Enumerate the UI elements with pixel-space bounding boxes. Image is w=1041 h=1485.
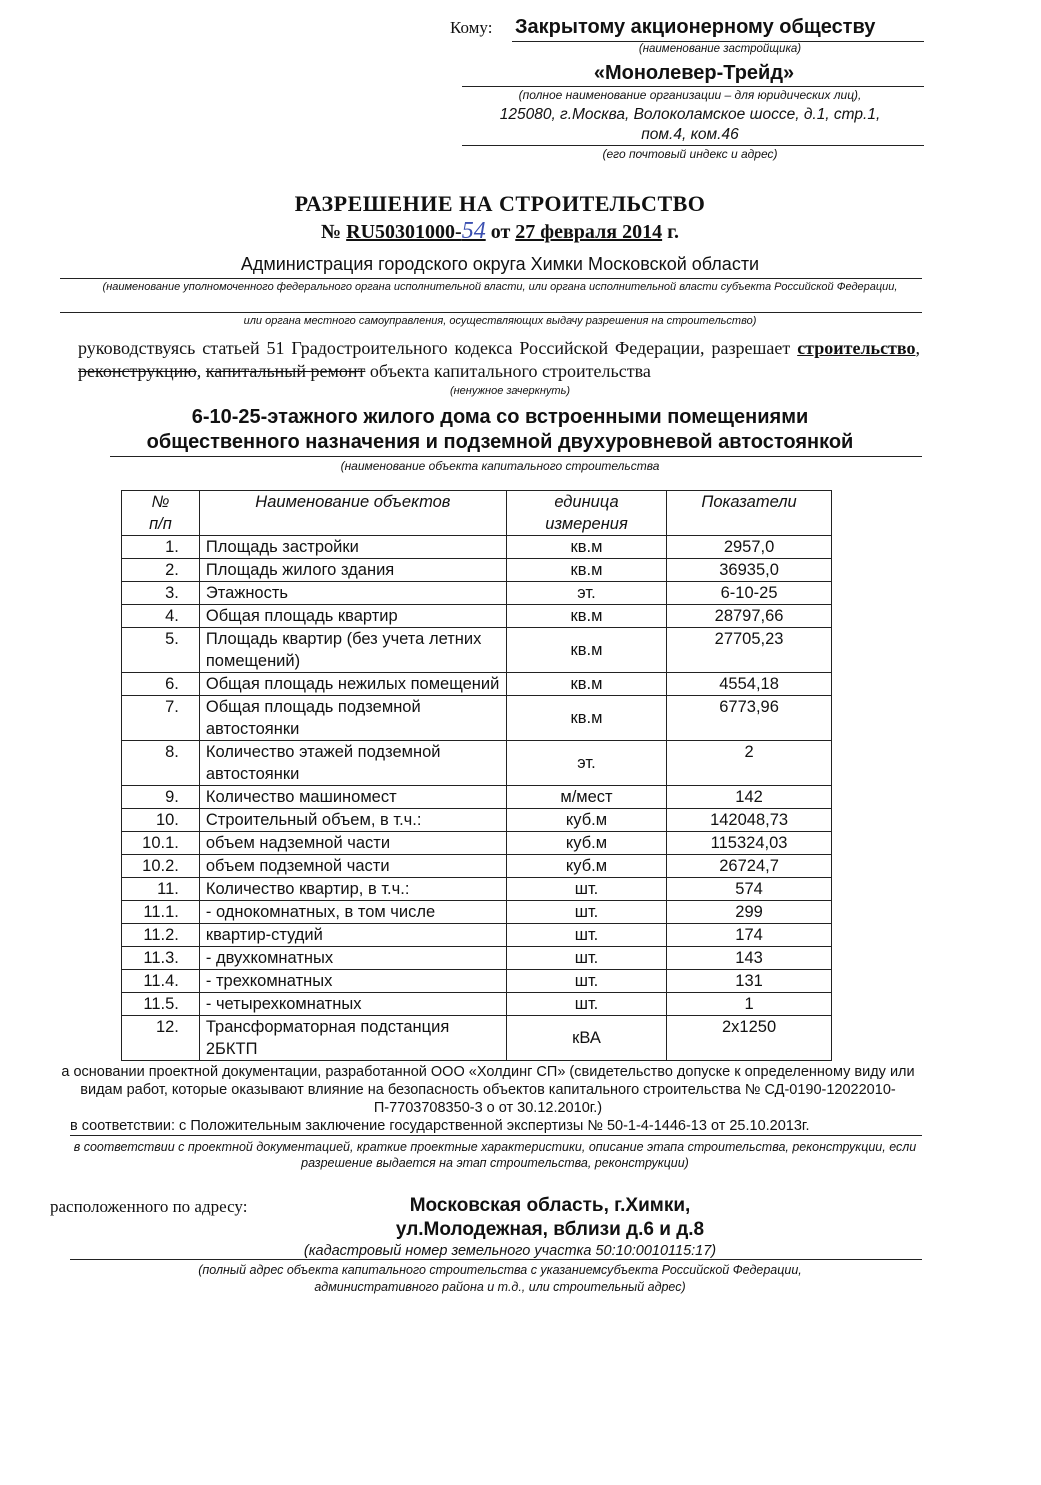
row-value: 4554,18	[667, 673, 832, 696]
row-number: 3.	[122, 582, 200, 605]
row-number: 6.	[122, 673, 200, 696]
row-unit: кв.м	[506, 696, 666, 741]
header-unit: единица измерения	[506, 491, 666, 536]
row-name: Трансформаторная подстанция 2БКТП	[199, 1016, 506, 1061]
table-row	[122, 924, 832, 947]
row-number: 10.	[122, 809, 200, 832]
header-num: № п/п	[122, 491, 200, 536]
table-header-row	[122, 491, 832, 536]
table-row	[122, 855, 832, 878]
divider	[512, 41, 924, 42]
row-number: 11.5.	[122, 993, 200, 1016]
row-number: 1.	[122, 536, 200, 559]
row-unit: шт.	[506, 901, 666, 924]
row-number: 11.3.	[122, 947, 200, 970]
hint-authority-2: или органа местного самоуправления, осуществляющих выдачу разрешения на строительство)	[243, 315, 757, 327]
row-value: 6-10-25	[667, 582, 832, 605]
basis-text: а основании проектной документации, разработанной ООО «Холдинг СП» (свидетельство допуске к определенному виду или видам работ, которые оказывают влияние на безопасность объектов капитального строительства № СД-0190-12022010-П-7703708350-3 о от 30.12.2010г.)	[61, 1064, 915, 1116]
table-row	[122, 947, 832, 970]
table-row	[122, 673, 832, 696]
row-number: 11.2.	[122, 924, 200, 947]
row-unit: кв.м	[506, 628, 666, 673]
hint-developer: (наименование застройщика)	[638, 43, 802, 55]
recipient-address-line1: 125080, г.Москва, Волоколамское шоссе, д.1, стр.1,	[499, 106, 881, 123]
hint-authority-1: (наименование уполномоченного федерального органа исполнительной власти, или органа исполнительной власти субъекта Российской Федерации,	[102, 281, 898, 293]
row-unit: кв.м	[506, 536, 666, 559]
header-name: Наименование объектов	[199, 491, 506, 536]
hint-conformity: в соответствии с проектной документацией, краткие проектные характеристики, описание этапа строительства, реконструкции, если разрешение выдается на этап строительства, реконструкции)	[73, 1140, 917, 1170]
guidance-paragraph: руководствуясь статьей 51 Градостроительного кодекса Российской Федерации, разрешает строительство, реконструкцию, капитальный ремонт объекта капитального строительства	[78, 338, 920, 381]
row-name: Строительный объем, в т.ч.:	[199, 809, 506, 832]
hint-org: (полное наименование организации – для юридических лиц),	[518, 88, 862, 102]
table-row	[122, 970, 832, 993]
row-unit: кВА	[506, 1016, 666, 1061]
row-number: 11.4.	[122, 970, 200, 993]
row-unit: кв.м	[506, 605, 666, 628]
row-unit: шт.	[506, 947, 666, 970]
row-number: 5.	[122, 628, 200, 673]
row-name: Площадь жилого здания	[199, 559, 506, 582]
row-value: 115324,03	[667, 832, 832, 855]
row-name: Этажность	[199, 582, 506, 605]
hint-full-address: (полный адрес объекта капитального строительства с указаниемсубъекта Российской Федерации, административного района и т.д., или строительный адрес)	[198, 1263, 802, 1294]
object-name-line1: 6-10-25-этажного жилого дома со встроенными помещениями	[191, 406, 809, 428]
number-prefix: №	[321, 221, 342, 243]
row-value: 28797,66	[667, 605, 832, 628]
row-value: 143	[667, 947, 832, 970]
row-number: 10.1.	[122, 832, 200, 855]
number-date-prefix: от	[490, 221, 511, 243]
table-row	[122, 536, 832, 559]
option-repair: капитальный ремонт	[205, 361, 366, 381]
object-address-line2: ул.Молодежная, вблизи д.6 и д.8	[395, 1219, 705, 1240]
handwritten-number: 54	[461, 218, 486, 244]
table-row	[122, 832, 832, 855]
table-row	[122, 786, 832, 809]
recipient-org-name: «Монолевер-Трейд»	[593, 62, 795, 84]
row-name: Количество этажей подземной автостоянки	[199, 741, 506, 786]
row-unit: эт.	[506, 741, 666, 786]
option-construction: строительство	[797, 338, 916, 358]
table-row	[122, 582, 832, 605]
hint-address: (его почтовый индекс и адрес)	[602, 147, 778, 161]
row-name: квартир-студий	[199, 924, 506, 947]
object-name-line2: общественного назначения и подземной двухуровневой автостоянкой	[146, 431, 854, 453]
row-value: 26724,7	[667, 855, 832, 878]
row-number: 4.	[122, 605, 200, 628]
row-number: 2.	[122, 559, 200, 582]
document-title: РАЗРЕШЕНИЕ НА СТРОИТЕЛЬСТВО	[294, 191, 706, 216]
recipient-line1: Закрытому акционерному обществу	[515, 16, 876, 38]
row-value: 2	[667, 741, 832, 786]
row-value: 2957,0	[667, 536, 832, 559]
table-row	[122, 901, 832, 924]
document-number	[0, 218, 1000, 245]
row-unit: кв.м	[506, 673, 666, 696]
address-label: расположенного по адресу:	[50, 1197, 248, 1216]
table-row	[122, 993, 832, 1016]
row-value: 574	[667, 878, 832, 901]
conformity-text: в соответствии: с Положительным заключение государственной экспертизы № 50-1-4-1446-13 от 25.10.2013г.	[70, 1118, 810, 1134]
divider	[60, 312, 922, 313]
divider	[60, 278, 922, 279]
row-value: 2х1250	[667, 1016, 832, 1061]
row-name: Общая площадь нежилых помещений	[199, 673, 506, 696]
row-value: 1	[667, 993, 832, 1016]
row-name: Площадь застройки	[199, 536, 506, 559]
row-number: 12.	[122, 1016, 200, 1061]
option-reconstruction: реконструкцию	[78, 361, 197, 381]
row-name: Количество машиномест	[199, 786, 506, 809]
hint-object: (наименование объекта капитального строительства	[340, 459, 660, 473]
header-value: Показатели	[667, 491, 832, 536]
table-row	[122, 878, 832, 901]
row-name: объем надземной части	[199, 832, 506, 855]
row-unit: куб.м	[506, 855, 666, 878]
row-unit: эт.	[506, 582, 666, 605]
row-unit: куб.м	[506, 832, 666, 855]
row-value: 299	[667, 901, 832, 924]
row-unit: шт.	[506, 970, 666, 993]
table-row	[122, 559, 832, 582]
row-number: 7.	[122, 696, 200, 741]
recipient-address-line2: пом.4, ком.46	[641, 126, 739, 143]
cadastral-number: (кадастровый номер земельного участка 50:10:0010115:17)	[303, 1243, 717, 1259]
divider	[70, 1135, 922, 1136]
row-name: - двухкомнатных	[199, 947, 506, 970]
row-name: Общая площадь квартир	[199, 605, 506, 628]
row-name: Общая площадь подземной автостоянки	[199, 696, 506, 741]
row-name: Площадь квартир (без учета летних помещений)	[199, 628, 506, 673]
hint-strike: (ненужное зачеркнуть)	[449, 385, 571, 397]
table-row	[122, 605, 832, 628]
table-body	[122, 536, 832, 1061]
object-address-line1: Московская область, г.Химки,	[409, 1195, 691, 1216]
row-unit: шт.	[506, 993, 666, 1016]
divider	[462, 145, 924, 146]
row-value: 174	[667, 924, 832, 947]
row-value: 27705,23	[667, 628, 832, 673]
row-value: 6773,96	[667, 696, 832, 741]
row-value: 142048,73	[667, 809, 832, 832]
divider	[462, 86, 924, 87]
row-unit: кв.м	[506, 559, 666, 582]
row-number: 10.2.	[122, 855, 200, 878]
issuing-authority: Администрация городского округа Химки Московской области	[240, 254, 760, 274]
parameters-table	[121, 490, 832, 1061]
row-value: 131	[667, 970, 832, 993]
row-value: 36935,0	[667, 559, 832, 582]
divider	[70, 1259, 922, 1260]
table-row	[122, 628, 832, 673]
table-row	[122, 809, 832, 832]
row-unit: куб.м	[506, 809, 666, 832]
row-name: Количество квартир, в т.ч.:	[199, 878, 506, 901]
row-number: 8.	[122, 741, 200, 786]
row-unit: шт.	[506, 878, 666, 901]
row-name: объем подземной части	[199, 855, 506, 878]
table-row	[122, 1016, 832, 1061]
divider	[110, 456, 922, 457]
row-number: 11.	[122, 878, 200, 901]
row-name: - четырехкомнатных	[199, 993, 506, 1016]
row-name: - трехкомнатных	[199, 970, 506, 993]
row-unit: шт.	[506, 924, 666, 947]
row-number: 9.	[122, 786, 200, 809]
row-unit: м/мест	[506, 786, 666, 809]
row-name: - однокомнатных, в том числе	[199, 901, 506, 924]
row-number: 11.1.	[122, 901, 200, 924]
recipient-label: Кому:	[450, 18, 493, 37]
table-row	[122, 696, 832, 741]
row-value: 142	[667, 786, 832, 809]
number-code: RU50301000-54	[346, 218, 486, 244]
number-date-suffix: г.	[667, 221, 679, 243]
number-date: 27 февраля 2014	[515, 221, 663, 243]
table-row	[122, 741, 832, 786]
